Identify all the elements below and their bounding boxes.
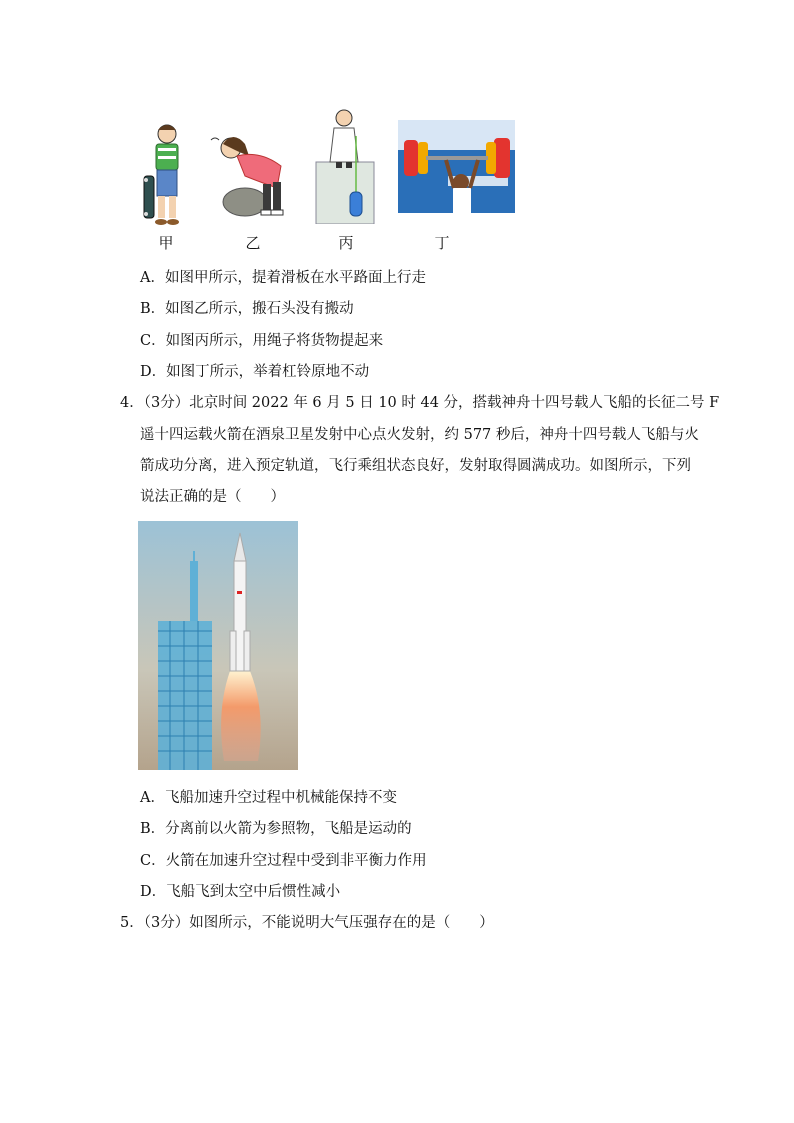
q4-option-c: C．火箭在加速升空过程中受到非平衡力作用 <box>140 853 427 869</box>
q4-stem-line-2: 遥十四运载火箭在酒泉卫星发射中心点火发射，约 577 秒后，神舟十四号载人飞船与火 <box>140 427 699 443</box>
q4-stem-line-3: 箭成功分离，进入预定轨道，飞行乘组状态良好，发射取得圆满成功。如图所示，下列 <box>140 458 691 474</box>
q4-option-b: B．分离前以火箭为参照物，飞船是运动的 <box>140 821 412 837</box>
q3-option-b: B．如图乙所示，搬石头没有搬动 <box>140 301 354 317</box>
figure-caption-ding: 丁 <box>434 234 450 252</box>
q3-option-d: D．如图丁所示，举着杠铃原地不动 <box>140 364 370 380</box>
q4-stem-line-1: 4．（3分）北京时间 2022 年 6 月 5 日 10 时 44 分，搭载神舟十四号载人飞船的长征二号 F <box>120 395 720 411</box>
q4-option-a: A．飞船加速升空过程中机械能保持不变 <box>140 790 397 806</box>
q3-option-c: C．如图丙所示，用绳子将货物提起来 <box>140 333 384 349</box>
figure-ding-weightlifter-photo <box>398 120 515 213</box>
figure-caption-yi: 乙 <box>245 234 261 252</box>
rocket-launch-photo <box>138 521 298 770</box>
q4-stem-line-4: 说法正确的是（ ） <box>140 489 285 505</box>
figure-yi-girl-stone <box>205 130 290 220</box>
figure-caption-jia: 甲 <box>158 234 174 252</box>
figure-jia-boy-skateboard <box>142 118 192 228</box>
q4-option-d: D．飞船飞到太空中后惯性减小 <box>140 884 341 900</box>
figure-caption-bing: 丙 <box>338 234 354 252</box>
figure-bing-man-rope <box>310 106 375 224</box>
q3-option-a: A．如图甲所示，提着滑板在水平路面上行走 <box>140 270 426 286</box>
q5-stem: 5．（3分）如图所示，不能说明大气压强存在的是（ ） <box>120 915 494 931</box>
